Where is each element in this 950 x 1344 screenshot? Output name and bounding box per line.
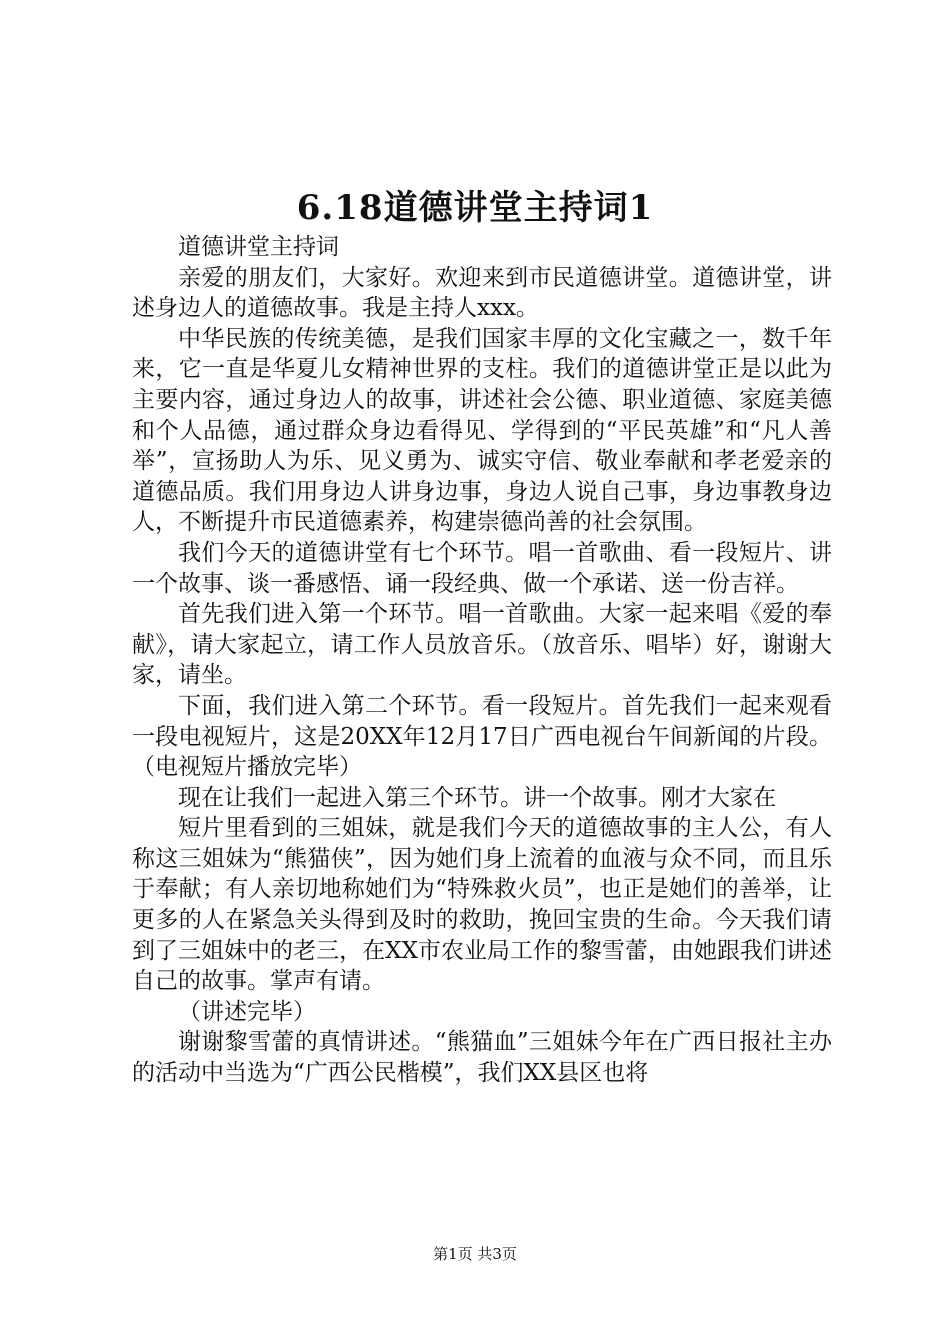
page-title: 6.18道德讲堂主持词1 bbox=[296, 188, 654, 228]
page-number-footer: 第1页 共3页 bbox=[433, 1245, 517, 1263]
paragraph-story-end: （讲述完毕） bbox=[178, 998, 316, 1025]
paragraph-section-three: 现在让我们一起进入第三个环节。讲一个故事。刚才大家在 bbox=[178, 784, 776, 811]
paragraph-heading: 道德讲堂主持词 bbox=[178, 234, 339, 260]
paragraph-section-one: 首先我们进入第一个环节。唱一首歌曲。大家一起来唱《爱的奉献》，请大家起立，请工作人员放音乐。（放音乐、唱毕）好，谢谢大家，请坐。 bbox=[132, 601, 832, 689]
paragraph-thanks: 谢谢黎雪蕾的真情讲述。“熊猫血”三姐妹今年在广西日报社主办的活动中当选为“广西公民楷模”，我们XX县区也将 bbox=[132, 1029, 832, 1087]
paragraph-seven-sections: 我们今天的道德讲堂有七个环节。唱一首歌曲、看一段短片、讲一个故事、谈一番感悟、诵一段经典、做一个承诺、送一份吉祥。 bbox=[132, 539, 832, 597]
paragraph-greeting: 亲爱的朋友们，大家好。欢迎来到市民道德讲堂。道德讲堂，讲述身边人的道德故事。我是主持人xxx。 bbox=[132, 264, 832, 322]
paragraph-story: 短片里看到的三姐妹，就是我们今天的道德故事的主人公，有人称这三姐妹为“熊猫侠”，因为她们身上流着的血液与众不同，而且乐于奉献；有人亲切地称她们为“特殊救火员”，也正是她们的善举，让更多的人在紧急关头得到及时的救助，挽回宝贵的生命。今天我们请到了三姐妹中的老三，在XX市农业局工作的黎雪蕾，由她跟我们讲述自己的故事。掌声有请。 bbox=[132, 815, 832, 995]
paragraph-introduction: 中华民族的传统美德，是我们国家丰厚的文化宝藏之一，数千年来，它一直是华夏儿女精神世界的支柱。我们的道德讲堂正是以此为主要内容，通过身边人的故事，讲述社会公德、职业道德、家庭美德和个人品德，通过群众身边看得见、学得到的“平民英雄”和“凡人善举”，宣扬助人为乐、见义勇为、诚实守信、敬业奉献和孝老爱亲的道德品质。我们用身边人讲身边事，身边人说自己事，身边事教身边人，不断提升市民道德素养，构建崇德尚善的社会氛围。 bbox=[132, 325, 832, 536]
paragraph-section-two: 下面，我们进入第二个环节。看一段短片。首先我们一起来观看一段电视短片，这是20XX年12月17日广西电视台午间新闻的片段。（电视短片播放完毕） bbox=[132, 692, 832, 781]
document-body bbox=[132, 232, 832, 1089]
